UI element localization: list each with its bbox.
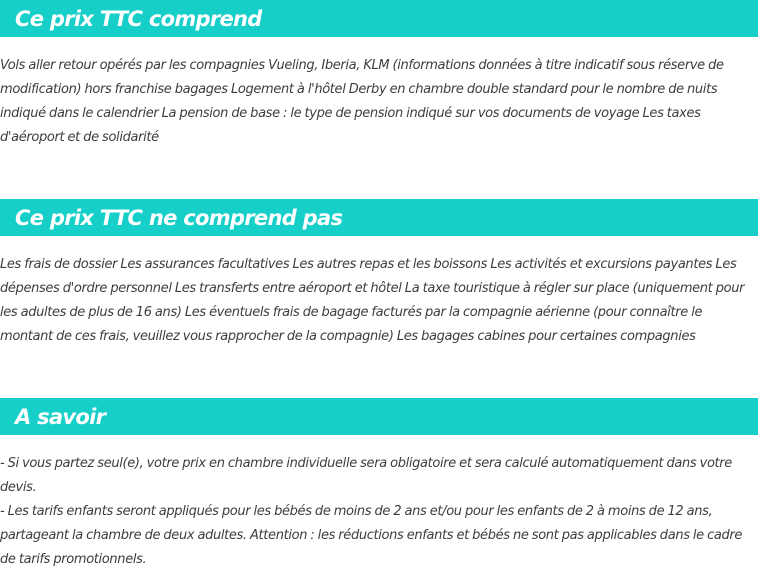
paragraph-not-included: Les frais de dossier Les assurances facultatives Les autres repas et les boissons Les activités et excursions payantes Les dépenses d'ordre personnel Les transferts entre aéroport et hôtel La taxe touristique à régler sur place (uniquement pour les adultes de plus de 16 ans) Les éventuels frais de bagage facturés par la compagnie aérienne (pour connaître le montant de ces frais, veuillez vous rapprocher de la compagnie) Les bagages cabines pour certaines compagnies: [0, 257, 745, 344]
section-header-not-included: [0, 199, 758, 236]
section-body-included: [0, 54, 758, 150]
paragraph-included: Vols aller retour opérés par les compagnies Vueling, Iberia, KLM (informations données à titre indicatif sous réserve de modification) hors franchise bagages Logement à l'hôtel Derby en chambre double standard pour le nombre de nuits indiqué dans le calendrier La pension de base : le type de pension indiqué sur vos documents de voyage Les taxes d'aéroport et de solidarité: [0, 58, 724, 145]
section-included: [0, 0, 758, 150]
section-title-included: Ce prix TTC comprend: [15, 6, 262, 31]
section-not-included: [0, 199, 758, 349]
section-title-good-to-know: A savoir: [15, 404, 106, 429]
section-header-good-to-know: [0, 398, 758, 435]
section-body-good-to-know: [0, 452, 758, 572]
paragraph-child-rates: - Les tarifs enfants seront appliqués pour les bébés de moins de 2 ans et/ou pour les enfants de 2 à moins de 12 ans, partageant la chambre de deux adultes. Attention : les réductions enfants et bébés ne sont pas applicables dans le cadre de tarifs promotionnels.: [0, 504, 743, 567]
paragraph-solo-traveller: - Si vous partez seul(e), votre prix en chambre individuelle sera obligatoire et sera calculé automatiquement dans votre devis.: [0, 456, 732, 495]
section-body-not-included: [0, 253, 758, 349]
section-header-included: [0, 0, 758, 37]
section-good-to-know: [0, 398, 758, 572]
section-title-not-included: Ce prix TTC ne comprend pas: [15, 205, 343, 230]
